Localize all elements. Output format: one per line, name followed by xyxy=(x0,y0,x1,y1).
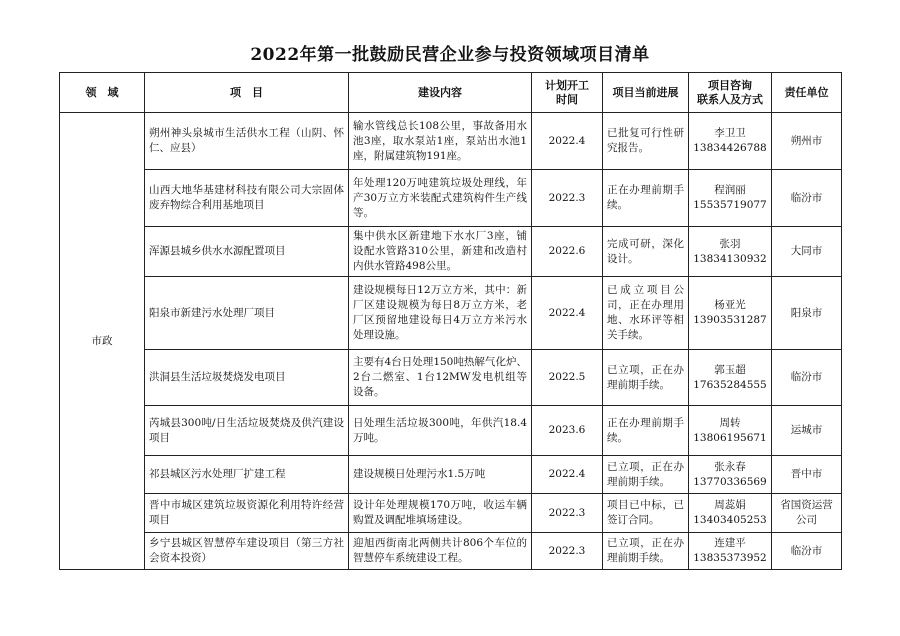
table-row xyxy=(60,227,842,277)
contact-phone: 13770336569 xyxy=(693,475,767,488)
header-start-time xyxy=(532,73,603,113)
unit-cell: 临汾市 xyxy=(772,533,842,570)
project-cell: 晋中市城区建筑垃圾资源化利用特许经营项目 xyxy=(145,494,349,533)
contact-cell xyxy=(689,350,772,406)
header-contact-line2: 联系人及方式 xyxy=(697,92,763,106)
content-cell: 集中供水区新建地下水水厂3座，铺设配水管路310公里，新建和改造村内供水管路498公里。 xyxy=(349,227,532,277)
contact-name: 周转 xyxy=(719,416,741,429)
start-time-cell: 2022.3 xyxy=(532,494,603,533)
unit-cell: 临汾市 xyxy=(772,170,842,227)
contact-phone: 13403405253 xyxy=(693,514,767,526)
table-row xyxy=(60,533,842,570)
project-cell: 乡宁县城区智慧停车建设项目（第三方社会资本投资） xyxy=(145,533,349,570)
content-cell: 设计年处理规模170万吨，收运车辆购置及调配堆填场建设。 xyxy=(349,494,532,533)
table-row xyxy=(60,456,842,494)
progress-cell: 正在办理前期手续。 xyxy=(603,406,689,456)
contact-phone: 15535719077 xyxy=(693,199,767,211)
contact-phone: 13903531287 xyxy=(693,314,767,326)
header-responsible-unit: 责任单位 xyxy=(772,73,842,113)
progress-cell: 正在办理前期手续。 xyxy=(603,170,689,227)
progress-cell: 已成立项目公司，正在办理用地、水环评等相关手续。 xyxy=(603,277,689,350)
header-content: 建设内容 xyxy=(349,73,532,113)
project-cell: 浑源县城乡供水水源配置项目 xyxy=(145,227,349,277)
project-cell: 山西大地华基建材科技有限公司大宗固体废弃物综合利用基地项目 xyxy=(145,170,349,227)
start-time-cell: 2022.4 xyxy=(532,456,603,494)
contact-name: 程润丽 xyxy=(714,184,746,196)
progress-cell: 已立项，正在办理前期手续。 xyxy=(603,456,689,494)
field-cell: 市政 xyxy=(60,113,145,570)
project-cell: 祁县城区污水处理厂扩建工程 xyxy=(145,456,349,494)
unit-cell: 大同市 xyxy=(772,227,842,277)
start-time-cell: 2022.4 xyxy=(532,113,603,170)
contact-name: 张羽 xyxy=(719,237,741,250)
contact-name: 周蕊娟 xyxy=(714,499,746,511)
header-field: 领 域 xyxy=(60,73,145,113)
progress-cell: 完成可研，深化设计。 xyxy=(603,227,689,277)
unit-cell: 临汾市 xyxy=(772,350,842,406)
unit-cell: 朔州市 xyxy=(772,113,842,170)
progress-cell: 已立项，正在办理前期手续。 xyxy=(603,533,689,570)
contact-name: 李卫卫 xyxy=(714,127,746,139)
content-cell: 迎旭西街南北两侧共计806个车位的智慧停车系统建设工程。 xyxy=(349,533,532,570)
header-progress: 项目当前进展 xyxy=(603,73,689,113)
contact-phone: 13835373952 xyxy=(693,552,767,564)
contact-name: 张永春 xyxy=(714,460,746,473)
unit-cell: 阳泉市 xyxy=(772,277,842,350)
document-title: 2022年第一批鼓励民营企业参与投资领域项目清单 xyxy=(250,45,650,65)
project-cell: 阳泉市新建污水处理厂项目 xyxy=(145,277,349,350)
contact-phone: 13834130932 xyxy=(693,252,767,265)
contact-cell xyxy=(689,227,772,277)
header-contact-line1: 项目咨询 xyxy=(708,78,752,92)
header-project: 项 目 xyxy=(145,73,349,113)
contact-phone: 13834426788 xyxy=(693,142,767,154)
start-time-cell: 2022.3 xyxy=(532,170,603,227)
unit-cell: 晋中市 xyxy=(772,456,842,494)
table-row xyxy=(60,277,842,350)
unit-cell: 省国资运营公司 xyxy=(772,494,842,533)
contact-phone: 17635284555 xyxy=(693,378,767,391)
content-cell: 输水管线总长108公里，事故备用水池3座，取水泵站1座，泵站出水池1座，附属建筑物191座。 xyxy=(349,113,532,170)
contact-name: 杨亚光 xyxy=(714,299,746,311)
contact-name: 连建平 xyxy=(714,537,746,549)
content-cell: 主要有4台日处理150吨热解气化炉、2台二燃室、1台12MW发电机组等设备。 xyxy=(349,350,532,406)
contact-cell xyxy=(689,494,772,533)
start-time-cell: 2023.6 xyxy=(532,406,603,456)
start-time-cell: 2022.6 xyxy=(532,227,603,277)
start-time-cell: 2022.4 xyxy=(532,277,603,350)
progress-cell: 已批复可行性研究报告。 xyxy=(603,113,689,170)
progress-cell: 项目已中标，已签订合同。 xyxy=(603,494,689,533)
header-start-time-line2: 时间 xyxy=(556,92,578,106)
start-time-cell: 2022.5 xyxy=(532,350,603,406)
project-cell: 芮城县300吨/日生活垃圾焚烧及供汽建设项目 xyxy=(145,406,349,456)
contact-cell xyxy=(689,406,772,456)
project-list-table xyxy=(59,72,842,570)
start-time-cell: 2022.3 xyxy=(532,533,603,570)
contact-phone: 13806195671 xyxy=(693,431,767,444)
content-cell: 日处理生活垃圾300吨，年供汽18.4万吨。 xyxy=(349,406,532,456)
table-row xyxy=(60,494,842,533)
content-cell: 年处理120万吨建筑垃圾处理线，年产30万立方米装配式建筑构件生产线等。 xyxy=(349,170,532,227)
table-row xyxy=(60,170,842,227)
contact-cell xyxy=(689,170,772,227)
content-cell: 建设规模每日12万立方米，其中：新厂区建设规模为每日8万立方米，老厂区预留地建设每日4万立方米污水处理设施。 xyxy=(349,277,532,350)
table-header-row xyxy=(60,73,842,113)
header-start-time-line1: 计划开工 xyxy=(545,78,589,92)
project-cell: 洪洞县生活垃圾焚烧发电项目 xyxy=(145,350,349,406)
progress-cell: 已立项，正在办理前期手续。 xyxy=(603,350,689,406)
header-contact xyxy=(689,73,772,113)
table-row xyxy=(60,406,842,456)
contact-name: 郭玉超 xyxy=(714,363,746,376)
table-row xyxy=(60,113,842,170)
unit-cell: 运城市 xyxy=(772,406,842,456)
contact-cell xyxy=(689,456,772,494)
contact-cell xyxy=(689,533,772,570)
content-cell: 建设规模日处理污水1.5万吨 xyxy=(349,456,532,494)
contact-cell xyxy=(689,113,772,170)
table-row xyxy=(60,350,842,406)
project-cell: 朔州神头泉城市生活供水工程（山阴、怀仁、应县） xyxy=(145,113,349,170)
contact-cell xyxy=(689,277,772,350)
